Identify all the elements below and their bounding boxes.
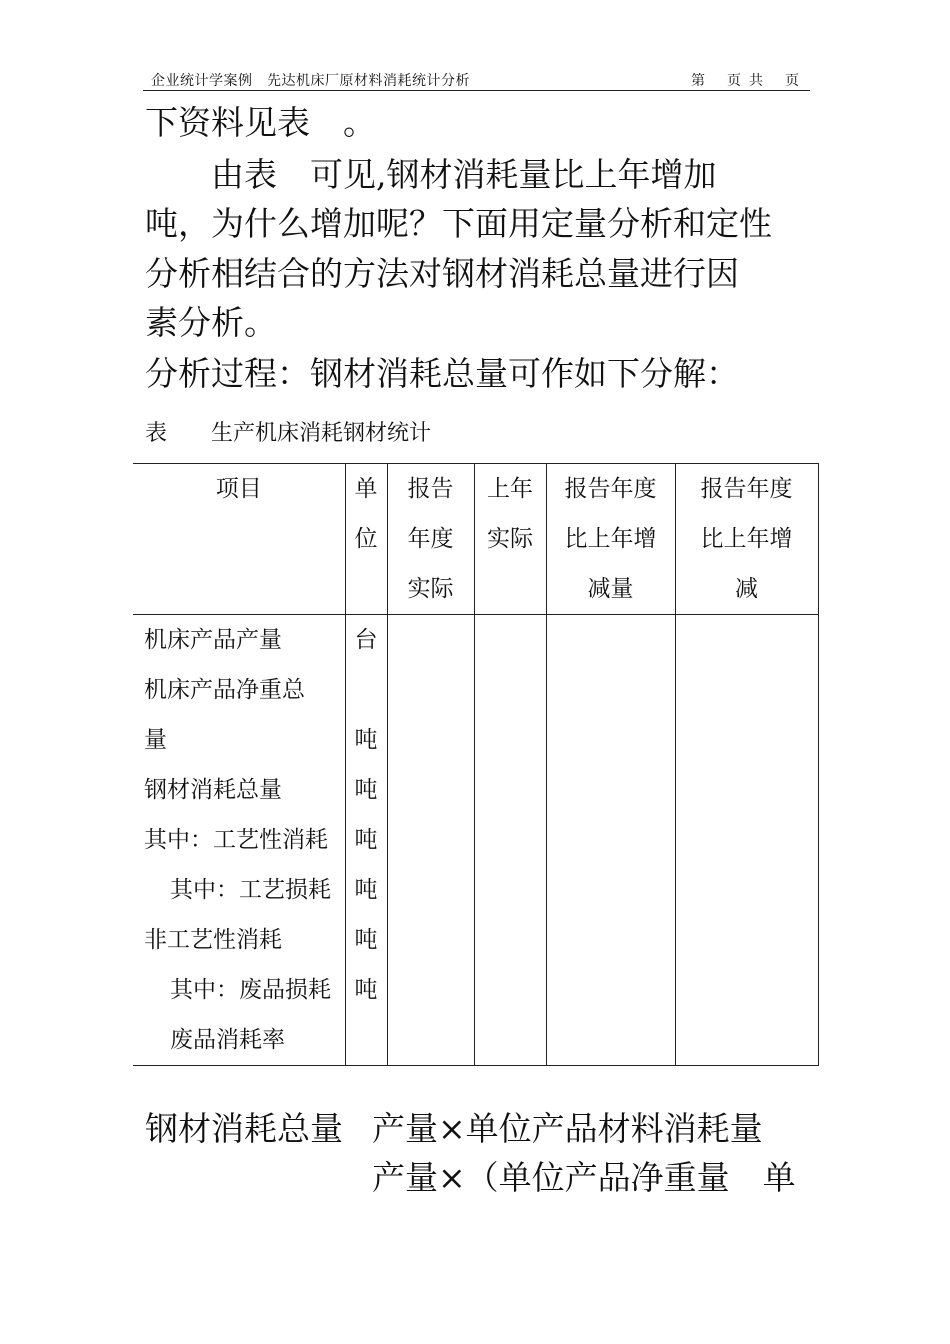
table-row-label: 废品消耗率 [170,1027,285,1053]
last-year-actual-column [474,615,546,1066]
change-amount-column [546,615,675,1066]
page-number-gong: 共 [749,73,763,89]
table-row-unit [346,1015,387,1065]
page-number-ye: 页 [727,73,741,89]
table-row-label: 其中：工艺性消耗 [144,827,328,853]
table-row-label: 量 [144,727,167,753]
report-year-actual-column [387,615,474,1066]
table-row-label: 其中：工艺损耗 [170,877,331,903]
table-row-label: 机床产品净重总 [144,677,305,703]
paragraph-line: 吨，为什么增加呢？下面用定量分析和定性 [145,204,772,243]
table-row-unit: 吨 [354,927,378,953]
formula-expression: 产量×单位产品材料消耗量 [372,1109,763,1148]
paragraph-line: 分析相结合的方法对钢材消耗总量进行因 [145,254,739,293]
table-row-unit: 吨 [354,977,378,1003]
table-row-unit: 吨 [354,877,378,903]
table-row-label: 其中：废品损耗 [170,977,331,1003]
header-last-year-actual: 上年 实际 [474,464,546,615]
formula-expression-continued: 产量×（单位产品净重量 单 [372,1158,796,1197]
paragraph-line: 下资料见表 。 [145,103,376,142]
header-unit: 单 位 [345,464,387,615]
unit-column [345,615,387,1066]
table-row-label: 非工艺性消耗 [144,927,282,953]
paragraph-line: 素分析。 [145,303,277,342]
table-caption: 表 生产机床消耗钢材统计 [145,421,432,446]
table-row-unit: 吨 [354,727,378,753]
table-row-unit [346,665,387,715]
paragraph-line: 由表 可见,钢材消耗量比上年增加 [145,155,717,194]
formula-label: 钢材消耗总量 [145,1109,343,1148]
header-change: 报告年度 比上年增 减 [675,464,818,615]
table-row-unit: 吨 [354,777,378,803]
change-column [675,615,818,1066]
paragraph-line: 分析过程：钢材消耗总量可作如下分解： [145,354,739,393]
header-change-amount: 报告年度 比上年增 减量 [546,464,675,615]
item-column [133,615,345,1066]
page-number-ye2: 页 [785,73,799,89]
page-number-di: 第 [691,73,705,89]
page-header [143,68,810,91]
header-item: 项目 [133,464,345,615]
header-title: 企业统计学案例 先达机床厂原材料消耗统计分析 [151,73,470,89]
table-row-label: 钢材消耗总量 [144,777,282,803]
header-report-year-actual: 报告 年度 实际 [387,464,474,615]
table-row-unit: 台 [354,627,378,653]
table-row-label: 机床产品产量 [144,627,282,653]
steel-consumption-table [133,463,819,1066]
table-row-unit: 吨 [354,827,378,853]
